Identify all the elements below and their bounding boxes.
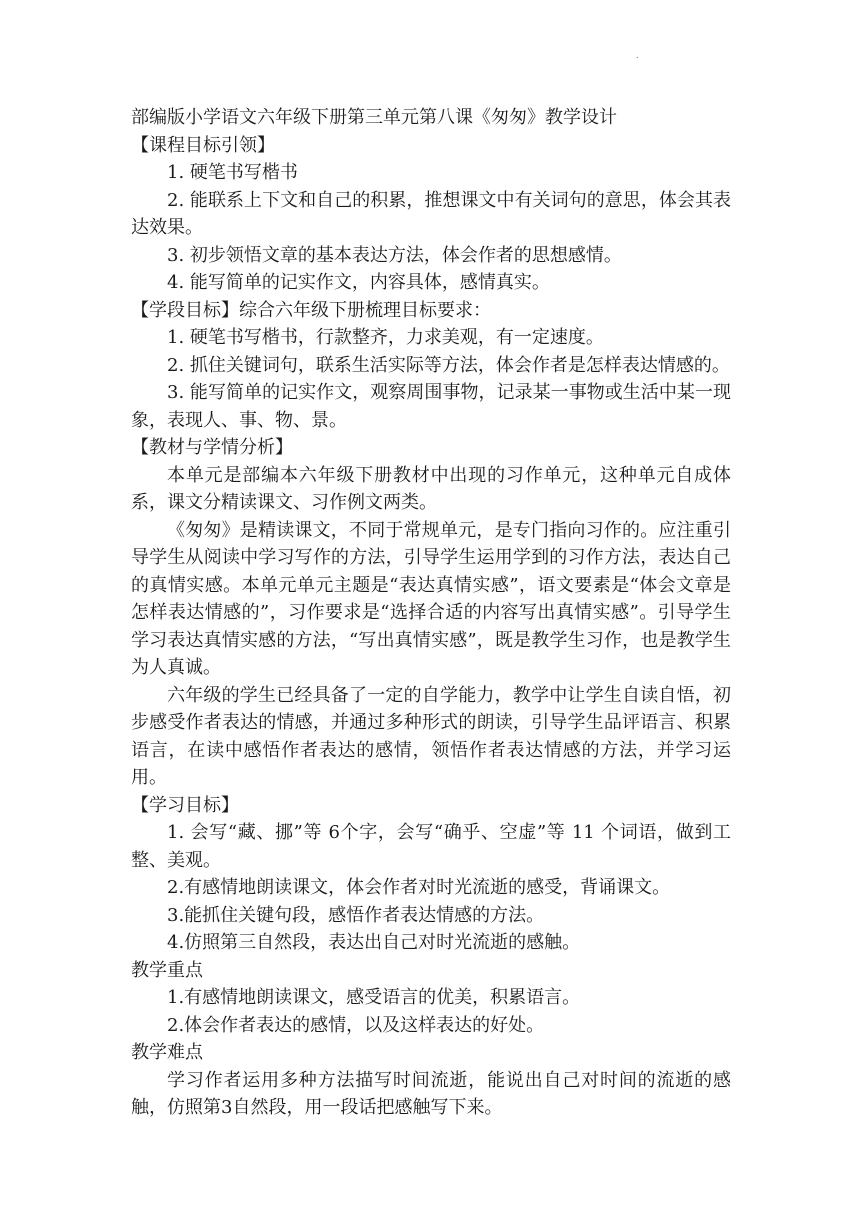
course-goal-item: 3. 初步领悟文章的基本表达方法，体会作者的思想感情。 (167, 244, 622, 266)
section-heading-stage-goals: 【学段目标】综合六年级下册梳理目标要求： (131, 299, 491, 321)
section-heading-analysis: 【教材与学情分析】 (131, 437, 293, 458)
difficulty-paragraph: 学习作者运用多种方法描写时间流逝，能说出自己对时间的流逝的感触，仿照第3自然段，用一段话把感触写下来。 (131, 1069, 731, 1118)
section-heading-learning-goals: 【学习目标】 (131, 794, 239, 816)
stage-goal-item: 2. 抓住关键词句，联系生活实际等方法，体会作者是怎样表达情感的。 (167, 354, 730, 376)
analysis-paragraph: 《匆匆》是精读课文，不同于常规单元，是专门指向习作的。应注重引导学生从阅读中学习写作的方法，引导学生运用学到的习作方法，表达自己的真情实感。本单元单元主题是“表达真情实感”，语文要素是“体会文章是怎样表达情感的”，习作要求是“选择合适的内容写出真情实感”。引导学生学习表达真情实感的方法，“写出真情实感”，既是教学生习作，也是教学生为人真诚。 (131, 519, 731, 678)
learning-goal-item: 2.有感情地朗读课文，体会作者对时光流逝的感受，背诵课文。 (167, 877, 671, 898)
learning-goal-item: 3.能抓住关键句段，感悟作者表达情感的方法。 (167, 904, 545, 926)
key-point-item: 2.体会作者表达的感情，以及这样表达的好处。 (167, 1014, 545, 1036)
page-dot: . (636, 51, 639, 60)
section-heading-course-goals: 【课程目标引领】 (131, 134, 275, 156)
stage-goal-item: 3. 能写简单的记实作文，观察周围事物，记录某一事物或生活中某一现象，表现人、事、物、景。 (131, 382, 731, 431)
analysis-paragraph: 六年级的学生已经具备了一定的自学能力，教学中让学生自读自悟，初步感受作者表达的情感，并通过多种形式的朗读，引导学生品评语言、积累语言，在读中感悟作者表达的感情，领悟作者表达情感的方法，并学习运用。 (131, 684, 731, 788)
section-heading-key-points: 教学重点 (131, 959, 203, 981)
learning-goal-item: 1. 会写“藏、挪”等 6个字，会写“确乎、空虚”等 11 个词语，做到工整、美观。 (131, 822, 731, 871)
key-point-item: 1.有感情地朗读课文，感受语言的优美，积累语言。 (167, 987, 581, 1008)
course-goal-item: 4. 能写简单的记实作文，内容具体，感情真实。 (167, 272, 550, 293)
course-goal-item: 2. 能联系上下文和自己的积累，推想课文中有关词句的意思，体会其表达效果。 (131, 189, 731, 238)
course-goal-item: 1. 硬笔书写楷书 (167, 162, 298, 183)
section-heading-difficulties: 教学难点 (131, 1042, 203, 1063)
document-body (131, 104, 731, 1122)
document-title: 部编版小学语文六年级下册第三单元第八课《匆匆》教学设计 (131, 107, 617, 128)
learning-goal-item: 4.仿照第三自然段，表达出自己对时光流逝的感触。 (167, 932, 581, 953)
analysis-paragraph: 本单元是部编本六年级下册教材中出现的习作单元，这种单元自成体系，课文分精读课文、习作例文两类。 (131, 464, 731, 513)
stage-goal-item: 1. 硬笔书写楷书，行款整齐，力求美观，有一定速度。 (167, 327, 604, 348)
